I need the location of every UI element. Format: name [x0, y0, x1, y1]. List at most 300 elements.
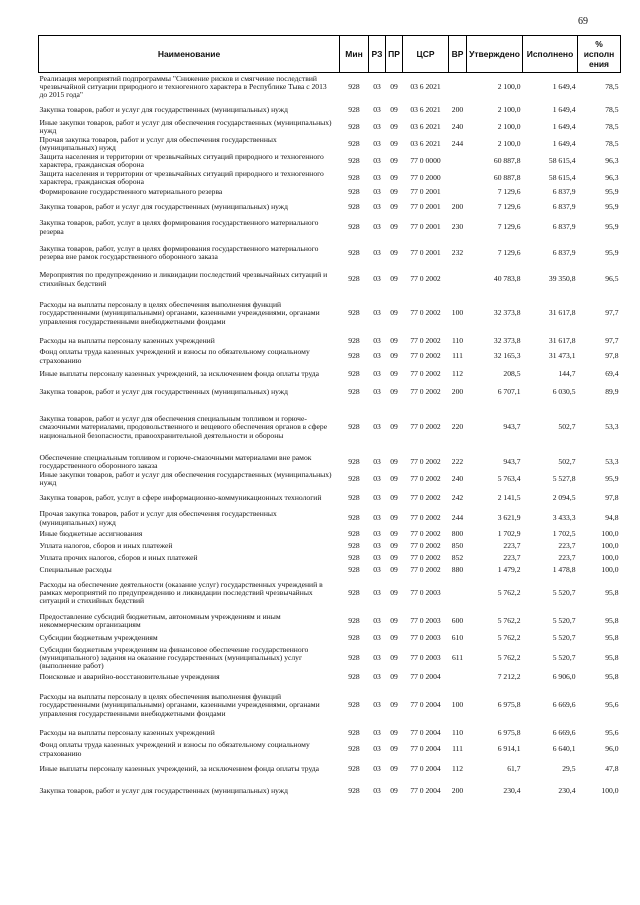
row-csr: 77 0 2003 — [410, 633, 441, 643]
table-row — [39, 728, 621, 740]
row-percent: 78,5 — [605, 138, 619, 148]
row-pr: 09 — [390, 222, 398, 232]
row-min: 928 — [348, 553, 360, 563]
row-min: 928 — [348, 456, 360, 466]
row-name: Закупка товаров, работ и услуг для обеспечения специальным топливом и горюче-смазочными материалами, продовольственного и вещевого обеспечения органов в сфере национальной безопасности, правоохранительной деятельности и обороны — [39, 414, 328, 440]
table-row — [39, 565, 621, 577]
row-executed: 5 527,8 — [552, 473, 576, 483]
row-percent: 47,8 — [605, 764, 619, 774]
row-pr: 09 — [390, 728, 398, 738]
row-pr: 09 — [390, 155, 398, 165]
header-percent — [578, 36, 621, 73]
row-percent: 53,3 — [605, 456, 619, 466]
row-executed: 58 615,4 — [548, 172, 576, 182]
row-approved: 5 763,4 — [497, 473, 521, 483]
row-rz: 03 — [373, 369, 381, 379]
row-pr: 09 — [390, 565, 398, 575]
row-percent: 95,6 — [605, 700, 619, 710]
budget-execution-table — [38, 35, 621, 803]
row-executed: 144,7 — [558, 369, 576, 379]
row-min: 928 — [348, 700, 360, 710]
row-name: Закупка товаров, работ, услуг в целях формирования государственного материального резерва вне рамок государственного оборонного заказа — [39, 243, 319, 261]
header-executed: Исполнено — [523, 36, 578, 73]
row-vr: 112 — [451, 369, 464, 379]
table-body — [39, 73, 621, 803]
row-min: 928 — [348, 121, 360, 131]
row-rz: 03 — [373, 513, 381, 523]
row-name: Уплата прочих налогов, сборов и иных платежей — [39, 553, 198, 563]
row-approved: 6 975,8 — [497, 728, 521, 738]
row-percent: 69,4 — [605, 369, 619, 379]
row-executed: 6 669,6 — [552, 700, 576, 710]
row-csr: 77 0 2001 — [410, 187, 441, 197]
row-min: 928 — [348, 82, 360, 92]
row-rz: 03 — [373, 541, 381, 551]
row-name: Закупка товаров, работ, услуг в сфере информационно-коммуникационных технологий — [39, 492, 322, 502]
row-name: Фонд оплаты труда казенных учреждений и взносы по обязательному социальному страхованию — [39, 740, 310, 758]
row-rz: 03 — [373, 633, 381, 643]
row-pr: 09 — [390, 369, 398, 379]
row-percent: 78,5 — [605, 104, 619, 114]
row-pr: 09 — [390, 336, 398, 346]
row-approved: 32 373,8 — [493, 308, 521, 318]
row-min: 928 — [348, 541, 360, 551]
row-vr: 110 — [451, 336, 464, 346]
row-min: 928 — [348, 615, 360, 625]
row-approved: 6 707,1 — [497, 387, 521, 397]
row-executed: 1 478,8 — [552, 565, 576, 575]
row-rz: 03 — [373, 529, 381, 539]
row-name: Иные закупки товаров, работ и услуг для обеспечения государственных (муниципальных) нужд — [39, 470, 332, 487]
header-rz: РЗ — [369, 36, 386, 73]
row-approved: 60 887,8 — [493, 155, 521, 165]
row-min: 928 — [348, 785, 360, 795]
row-vr — [449, 73, 467, 102]
row-pr: 09 — [390, 104, 398, 114]
row-min: 928 — [348, 529, 360, 539]
row-pr: 09 — [390, 764, 398, 774]
row-percent: 100,0 — [601, 553, 619, 563]
row-min: 928 — [348, 513, 360, 523]
row-rz: 03 — [373, 187, 381, 197]
row-vr: 111 — [452, 351, 463, 361]
row-vr — [449, 672, 467, 684]
row-approved: 943,7 — [503, 422, 521, 432]
row-percent: 100,0 — [601, 529, 619, 539]
row-percent: 96,5 — [605, 274, 619, 284]
row-executed: 6 837,9 — [552, 222, 576, 232]
row-rz: 03 — [373, 422, 381, 432]
row-approved: 7 129,6 — [497, 222, 521, 232]
row-approved: 223,7 — [503, 541, 521, 551]
table-row — [39, 610, 621, 633]
row-percent: 78,5 — [605, 82, 619, 92]
row-approved: 5 762,2 — [497, 615, 521, 625]
row-vr: 240 — [451, 121, 464, 131]
row-percent: 95,8 — [605, 652, 619, 662]
row-csr: 77 0 2004 — [410, 785, 441, 795]
row-executed: 31 617,8 — [548, 308, 576, 318]
table-row — [39, 471, 621, 488]
row-percent: 95,6 — [605, 728, 619, 738]
row-name: Расходы на выплаты персоналу казенных учреждений — [39, 728, 215, 738]
table-row — [39, 73, 621, 102]
row-percent: 100,0 — [601, 565, 619, 575]
row-min: 928 — [348, 764, 360, 774]
row-min: 928 — [348, 728, 360, 738]
row-approved: 208,5 — [503, 369, 521, 379]
header-name: Наименование — [39, 36, 340, 73]
row-rz: 03 — [373, 615, 381, 625]
row-rz: 03 — [373, 456, 381, 466]
row-min: 928 — [348, 565, 360, 575]
row-rz: 03 — [373, 82, 381, 92]
table-row — [39, 384, 621, 402]
row-name: Иные выплаты персоналу казенных учреждений, за исключением фонда оплаты труда — [39, 764, 320, 774]
row-name: Уплата налогов, сборов и иных платежей — [39, 541, 173, 551]
row-name: Прочая закупка товаров, работ и услуг для обеспечения государственных (муниципальных) нужд — [39, 509, 277, 527]
row-rz: 03 — [373, 492, 381, 502]
row-approved: 32 165,3 — [493, 351, 521, 361]
table-row — [39, 760, 621, 780]
row-name: Прочая закупка товаров, работ и услуг для обеспечения государственных (муниципальных) нужд — [39, 135, 277, 152]
row-approved: 2 100,0 — [497, 121, 521, 131]
row-executed: 2 094,5 — [552, 492, 576, 502]
row-approved: 7 129,6 — [497, 202, 521, 212]
row-name: Формирование государственного материального резерва — [39, 187, 223, 197]
row-csr: 77 0 2003 — [410, 587, 441, 597]
row-approved: 2 100,0 — [497, 82, 521, 92]
row-pr: 09 — [390, 672, 398, 682]
table-row — [39, 136, 621, 153]
table-row — [39, 509, 621, 529]
table-row — [39, 740, 621, 760]
table-row — [39, 672, 621, 684]
row-min: 928 — [348, 422, 360, 432]
row-approved: 2 100,0 — [497, 104, 521, 114]
row-vr: 600 — [451, 615, 464, 625]
table-row — [39, 366, 621, 384]
header-min: Мин — [340, 36, 369, 73]
table-row — [39, 268, 621, 292]
row-percent: 96,3 — [605, 172, 619, 182]
row-approved: 7 212,2 — [497, 672, 521, 682]
table-row — [39, 336, 621, 348]
row-min: 928 — [348, 351, 360, 361]
row-csr: 77 0 2002 — [410, 336, 441, 346]
row-csr: 77 0 2002 — [410, 492, 441, 502]
row-name: Субсидии бюджетным учреждениям — [39, 633, 158, 643]
row-name: Иные бюджетные ассигнования — [39, 529, 143, 539]
row-csr: 77 0 0000 — [410, 155, 441, 165]
row-approved: 40 783,8 — [493, 274, 521, 284]
row-percent: 95,9 — [605, 202, 619, 212]
row-vr: 112 — [451, 764, 464, 774]
row-approved: 2 100,0 — [497, 138, 521, 148]
row-approved: 6 914,1 — [497, 744, 521, 754]
row-name: Расходы на выплаты персоналу казенных учреждений — [39, 336, 215, 346]
row-pr: 09 — [390, 652, 398, 662]
row-name: Закупка товаров, работ и услуг для государственных (муниципальных) нужд — [39, 104, 288, 114]
row-executed: 223,7 — [558, 541, 576, 551]
row-rz: 03 — [373, 121, 381, 131]
row-rz: 03 — [373, 473, 381, 483]
row-min: 928 — [348, 247, 360, 257]
row-pr: 09 — [390, 172, 398, 182]
row-approved: 223,7 — [503, 553, 521, 563]
row-approved: 1 479,2 — [497, 565, 521, 575]
row-rz: 03 — [373, 700, 381, 710]
row-executed: 6 030,5 — [552, 387, 576, 397]
row-vr: 610 — [451, 633, 464, 643]
row-rz: 03 — [373, 351, 381, 361]
row-csr: 77 0 2004 — [410, 728, 441, 738]
row-min: 928 — [348, 473, 360, 483]
row-rz: 03 — [373, 387, 381, 397]
row-csr: 77 0 2002 — [410, 565, 441, 575]
row-executed: 5 520,7 — [552, 633, 576, 643]
row-rz: 03 — [373, 274, 381, 284]
row-pr: 09 — [390, 785, 398, 795]
row-pr: 09 — [390, 744, 398, 754]
row-pr: 09 — [390, 202, 398, 212]
row-name: Расходы на выплаты персоналу в целях обеспечения выполнения функций государственными (муниципальными) органами, казенными учреждениями, органами управления государственными внебюджетными фондами — [39, 692, 320, 718]
row-min: 928 — [348, 492, 360, 502]
row-vr: 611 — [451, 652, 464, 662]
row-pr: 09 — [390, 529, 398, 539]
row-rz: 03 — [373, 247, 381, 257]
row-vr: 880 — [451, 565, 464, 575]
row-percent: 95,9 — [605, 247, 619, 257]
row-pr: 09 — [390, 633, 398, 643]
table-row — [39, 187, 621, 199]
row-pr: 09 — [390, 308, 398, 318]
row-name: Закупка товаров, работ и услуг для государственных (муниципальных) нужд — [39, 785, 288, 795]
row-executed: 6 640,1 — [552, 744, 576, 754]
row-vr: 242 — [451, 492, 464, 502]
header-approved: Утверждено — [467, 36, 523, 73]
table-row — [39, 292, 621, 336]
row-min: 928 — [348, 155, 360, 165]
row-approved: 7 129,6 — [497, 187, 521, 197]
row-percent: 95,8 — [605, 633, 619, 643]
row-vr: 232 — [451, 247, 464, 257]
row-vr: 240 — [451, 473, 464, 483]
row-min: 928 — [348, 202, 360, 212]
row-rz: 03 — [373, 202, 381, 212]
row-pr: 09 — [390, 492, 398, 502]
row-name: Специальные расходы — [39, 565, 112, 575]
row-percent: 97,8 — [605, 492, 619, 502]
row-executed: 1 649,4 — [552, 82, 576, 92]
table-row — [39, 402, 621, 454]
row-csr: 77 0 2003 — [410, 615, 441, 625]
row-csr: 03 6 2021 — [410, 104, 441, 114]
header-vr: ВР — [449, 36, 467, 73]
row-vr: 111 — [452, 744, 463, 754]
table-row — [39, 488, 621, 509]
row-rz: 03 — [373, 308, 381, 318]
row-min: 928 — [348, 172, 360, 182]
row-approved: 32 373,8 — [493, 336, 521, 346]
row-percent: 94,8 — [605, 513, 619, 523]
row-vr — [449, 577, 467, 610]
row-vr: 200 — [451, 202, 464, 212]
row-executed: 502,7 — [558, 422, 576, 432]
row-rz: 03 — [373, 553, 381, 563]
row-rz: 03 — [373, 728, 381, 738]
row-name: Защита населения и территории от чрезвычайных ситуаций природного и техногенного характера, гражданская оборона — [39, 169, 324, 186]
row-executed: 1 649,4 — [552, 104, 576, 114]
row-executed: 6 837,9 — [552, 202, 576, 212]
row-percent: 95,8 — [605, 672, 619, 682]
row-vr: 200 — [451, 387, 464, 397]
row-approved: 61,7 — [507, 764, 521, 774]
row-executed: 3 433,3 — [552, 513, 576, 523]
row-pr: 09 — [390, 587, 398, 597]
row-approved: 230,4 — [503, 785, 521, 795]
row-csr: 77 0 2000 — [410, 172, 441, 182]
row-min: 928 — [348, 672, 360, 682]
row-min: 928 — [348, 138, 360, 148]
row-vr: 852 — [451, 553, 464, 563]
row-executed: 1 702,5 — [552, 529, 576, 539]
row-name: Иные закупки товаров, работ и услуг для обеспечения государственных (муниципальных) нужд — [39, 118, 332, 135]
table-row — [39, 102, 621, 119]
header-percent-line1: % — [595, 39, 603, 49]
row-name: Расходы на обеспечение деятельности (оказание услуг) государственных учреждений в рамках мероприятий по предупреждению и ликвидации последствий чрезвычайных ситуаций и стихийных бедствий — [39, 579, 323, 606]
row-pr: 09 — [390, 513, 398, 523]
row-percent: 100,0 — [601, 541, 619, 551]
row-executed: 6 906,0 — [552, 672, 576, 682]
row-executed: 223,7 — [558, 553, 576, 563]
row-rz: 03 — [373, 138, 381, 148]
row-csr: 03 6 2021 — [410, 121, 441, 131]
row-pr: 09 — [390, 700, 398, 710]
row-pr: 09 — [390, 274, 398, 284]
row-min: 928 — [348, 587, 360, 597]
row-vr: 100 — [451, 308, 464, 318]
row-min: 928 — [348, 308, 360, 318]
row-min: 928 — [348, 187, 360, 197]
row-executed: 39 350,8 — [548, 274, 576, 284]
row-min: 928 — [348, 274, 360, 284]
row-vr — [449, 170, 467, 187]
row-executed: 1 649,4 — [552, 121, 576, 131]
row-approved: 943,7 — [503, 456, 521, 466]
row-pr: 09 — [390, 422, 398, 432]
row-executed: 6 669,6 — [552, 728, 576, 738]
row-percent: 95,8 — [605, 615, 619, 625]
table-row — [39, 199, 621, 217]
row-csr: 77 0 2001 — [410, 202, 441, 212]
row-csr: 77 0 2004 — [410, 700, 441, 710]
row-percent: 89,9 — [605, 387, 619, 397]
row-rz: 03 — [373, 744, 381, 754]
row-rz: 03 — [373, 336, 381, 346]
row-name: Предоставление субсидий бюджетным, автономным учреждениям и иным некоммерческим организациям — [39, 611, 281, 629]
row-name: Закупка товаров, работ, услуг в целях формирования государственного материального резерва — [39, 218, 319, 236]
row-approved: 5 762,2 — [497, 652, 521, 662]
table-row — [39, 454, 621, 471]
row-pr: 09 — [390, 138, 398, 148]
row-min: 928 — [348, 387, 360, 397]
row-name: Реализация мероприятий подпрограммы "Снижение рисков и смягчение последствий чрезвычайной ситуации природного и техногенного характера в Республике Тыва с 2013 до 2015 года" — [39, 73, 327, 100]
row-percent: 95,9 — [605, 187, 619, 197]
row-rz: 03 — [373, 587, 381, 597]
row-rz: 03 — [373, 104, 381, 114]
row-pr: 09 — [390, 473, 398, 483]
row-percent: 95,8 — [605, 587, 619, 597]
row-csr: 77 0 2001 — [410, 247, 441, 257]
table-header-row — [39, 36, 621, 73]
row-percent: 97,7 — [605, 336, 619, 346]
row-csr: 77 0 2004 — [410, 764, 441, 774]
row-pr: 09 — [390, 387, 398, 397]
row-approved: 1 702,9 — [497, 529, 521, 539]
row-min: 928 — [348, 336, 360, 346]
row-executed: 230,4 — [558, 785, 576, 795]
row-percent: 95,9 — [605, 222, 619, 232]
row-vr: 222 — [451, 456, 464, 466]
row-executed: 31 617,8 — [548, 336, 576, 346]
page-number: 69 — [578, 16, 588, 27]
row-rz: 03 — [373, 785, 381, 795]
row-name: Расходы на выплаты персоналу в целях обеспечения выполнения функций государственными (муниципальными) органами, казенными учреждениями, органами управления государственными внебюджетными фондами — [39, 300, 320, 326]
row-executed: 29,5 — [562, 764, 576, 774]
header-percent-line2: исполн — [583, 49, 615, 59]
row-executed: 5 520,7 — [552, 615, 576, 625]
row-min: 928 — [348, 652, 360, 662]
row-approved: 5 762,2 — [497, 633, 521, 643]
row-csr: 77 0 2002 — [410, 351, 441, 361]
row-percent: 97,7 — [605, 308, 619, 318]
row-pr: 09 — [390, 456, 398, 466]
row-rz: 03 — [373, 652, 381, 662]
header-percent-line3: ения — [588, 59, 610, 69]
row-csr: 77 0 2004 — [410, 672, 441, 682]
row-vr: 244 — [451, 513, 464, 523]
row-executed: 6 837,9 — [552, 247, 576, 257]
row-csr: 77 0 2004 — [410, 744, 441, 754]
table-row — [39, 780, 621, 803]
row-pr: 09 — [390, 82, 398, 92]
row-pr: 09 — [390, 553, 398, 563]
row-executed: 5 520,7 — [552, 652, 576, 662]
row-rz: 03 — [373, 565, 381, 575]
row-vr: 110 — [451, 728, 464, 738]
row-csr: 77 0 2002 — [410, 541, 441, 551]
row-name: Иные выплаты персоналу казенных учреждений, за исключением фонда оплаты труда — [39, 369, 320, 379]
row-pr: 09 — [390, 541, 398, 551]
row-executed: 6 837,9 — [552, 187, 576, 197]
row-percent: 53,3 — [605, 422, 619, 432]
row-csr: 77 0 2002 — [410, 456, 441, 466]
row-vr: 100 — [451, 700, 464, 710]
row-min: 928 — [348, 222, 360, 232]
row-approved: 7 129,6 — [497, 247, 521, 257]
table-row — [39, 684, 621, 728]
row-vr: 200 — [451, 785, 464, 795]
row-name: Защита населения и территории от чрезвычайных ситуаций природного и техногенного характера, гражданская оборона — [39, 152, 324, 169]
row-vr — [449, 153, 467, 170]
header-pr: ПР — [386, 36, 403, 73]
row-min: 928 — [348, 633, 360, 643]
row-name: Закупка товаров, работ и услуг для государственных (муниципальных) нужд — [39, 387, 288, 397]
row-pr: 09 — [390, 247, 398, 257]
row-csr: 77 0 2002 — [410, 473, 441, 483]
row-csr: 77 0 2002 — [410, 308, 441, 318]
